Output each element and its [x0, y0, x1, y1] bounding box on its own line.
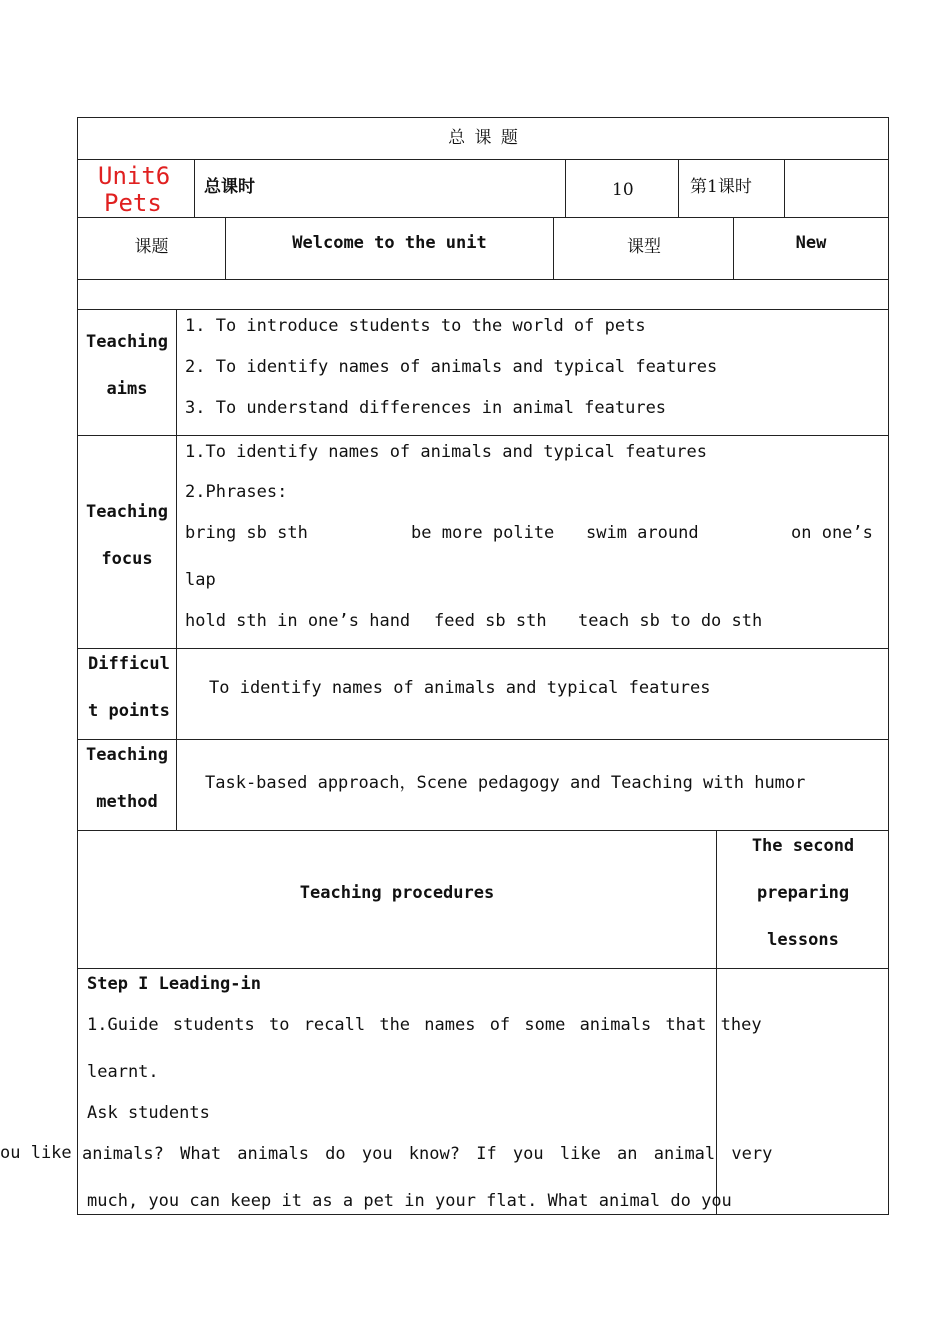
unit-row [77, 159, 889, 218]
difficult-label-line1: Difficul [88, 654, 170, 674]
type-value: New [795, 233, 827, 253]
procedures-label: Teaching procedures [299, 883, 495, 903]
procedures-row [77, 830, 889, 969]
method-label-line2: method [96, 792, 158, 812]
focus-line2: 2.Phrases: [185, 482, 288, 502]
divider [565, 160, 566, 217]
side-line2: preparing [756, 883, 850, 903]
focus-label-line1: Teaching [86, 502, 168, 522]
aims-row [77, 309, 889, 436]
spacer-row [77, 279, 889, 310]
phrase: teach sb to do sth [578, 611, 763, 631]
aim-item: 2. To identify names of animals and typical features [185, 357, 718, 377]
step1-line2: learnt. [87, 1062, 159, 1082]
phrase-wrap: lap [185, 570, 216, 590]
step1-line4: animals? What animals do you know? If you like an animal very [82, 1144, 773, 1164]
difficult-label-line2: t points [88, 701, 170, 721]
divider [716, 969, 717, 1214]
step1-line3: Ask students [87, 1103, 210, 1123]
divider [194, 160, 195, 217]
divider [176, 740, 177, 830]
side-line3: lessons [767, 930, 839, 950]
topic-value: Welcome to the unit [292, 233, 487, 253]
step1-heading: Step I Leading-in [87, 974, 261, 994]
total-hours-label: 总课时 [204, 177, 255, 197]
method-label-line1: Teaching [86, 745, 168, 765]
phrase: bring sb sth [185, 523, 308, 543]
phrase: swim around [586, 523, 699, 543]
step1-row [77, 968, 889, 1215]
header-row [77, 117, 889, 160]
divider [678, 160, 679, 217]
focus-row [77, 435, 889, 649]
aim-item: 1. To introduce students to the world of pets [185, 316, 646, 336]
step1-line5: much, you can keep it as a pet in your flat. What animal do you [87, 1191, 732, 1211]
phrase: hold sth in one’s hand [185, 611, 411, 631]
total-hours-value: 10 [612, 180, 634, 200]
step1-line1: 1.Guide students to recall the names of some animals that they [87, 1015, 762, 1035]
topic-label: 课题 [134, 237, 169, 257]
unit-title-line1: Unit6 [98, 162, 171, 190]
aims-label-line1: Teaching [86, 332, 168, 352]
focus-line1: 1.To identify names of animals and typical features [185, 442, 707, 462]
method-text: Task-based approach，Scene pedagogy and Teaching with humor [205, 773, 806, 793]
topic-row [77, 217, 889, 280]
header-title: 总 课 题 [448, 128, 520, 148]
phrase: on one’s [791, 523, 873, 543]
divider [176, 436, 177, 648]
unit-title-line2: Pets [104, 189, 162, 217]
lesson-label: 第1课时 [690, 177, 752, 197]
difficult-row [77, 648, 889, 740]
phrase: feed sb sth [434, 611, 547, 631]
method-row [77, 739, 889, 831]
aim-item: 3. To understand differences in animal features [185, 398, 667, 418]
aims-label-line2: aims [106, 379, 148, 399]
divider [176, 649, 177, 739]
phrase: be more polite [411, 523, 555, 543]
difficult-text: To identify names of animals and typical features [209, 678, 711, 698]
type-label: 课型 [627, 237, 661, 257]
divider [176, 310, 177, 435]
focus-label-line2: focus [101, 549, 153, 569]
side-line1: The second [751, 836, 855, 856]
overflow-fragment: ou like [0, 1143, 72, 1163]
divider [784, 160, 785, 217]
